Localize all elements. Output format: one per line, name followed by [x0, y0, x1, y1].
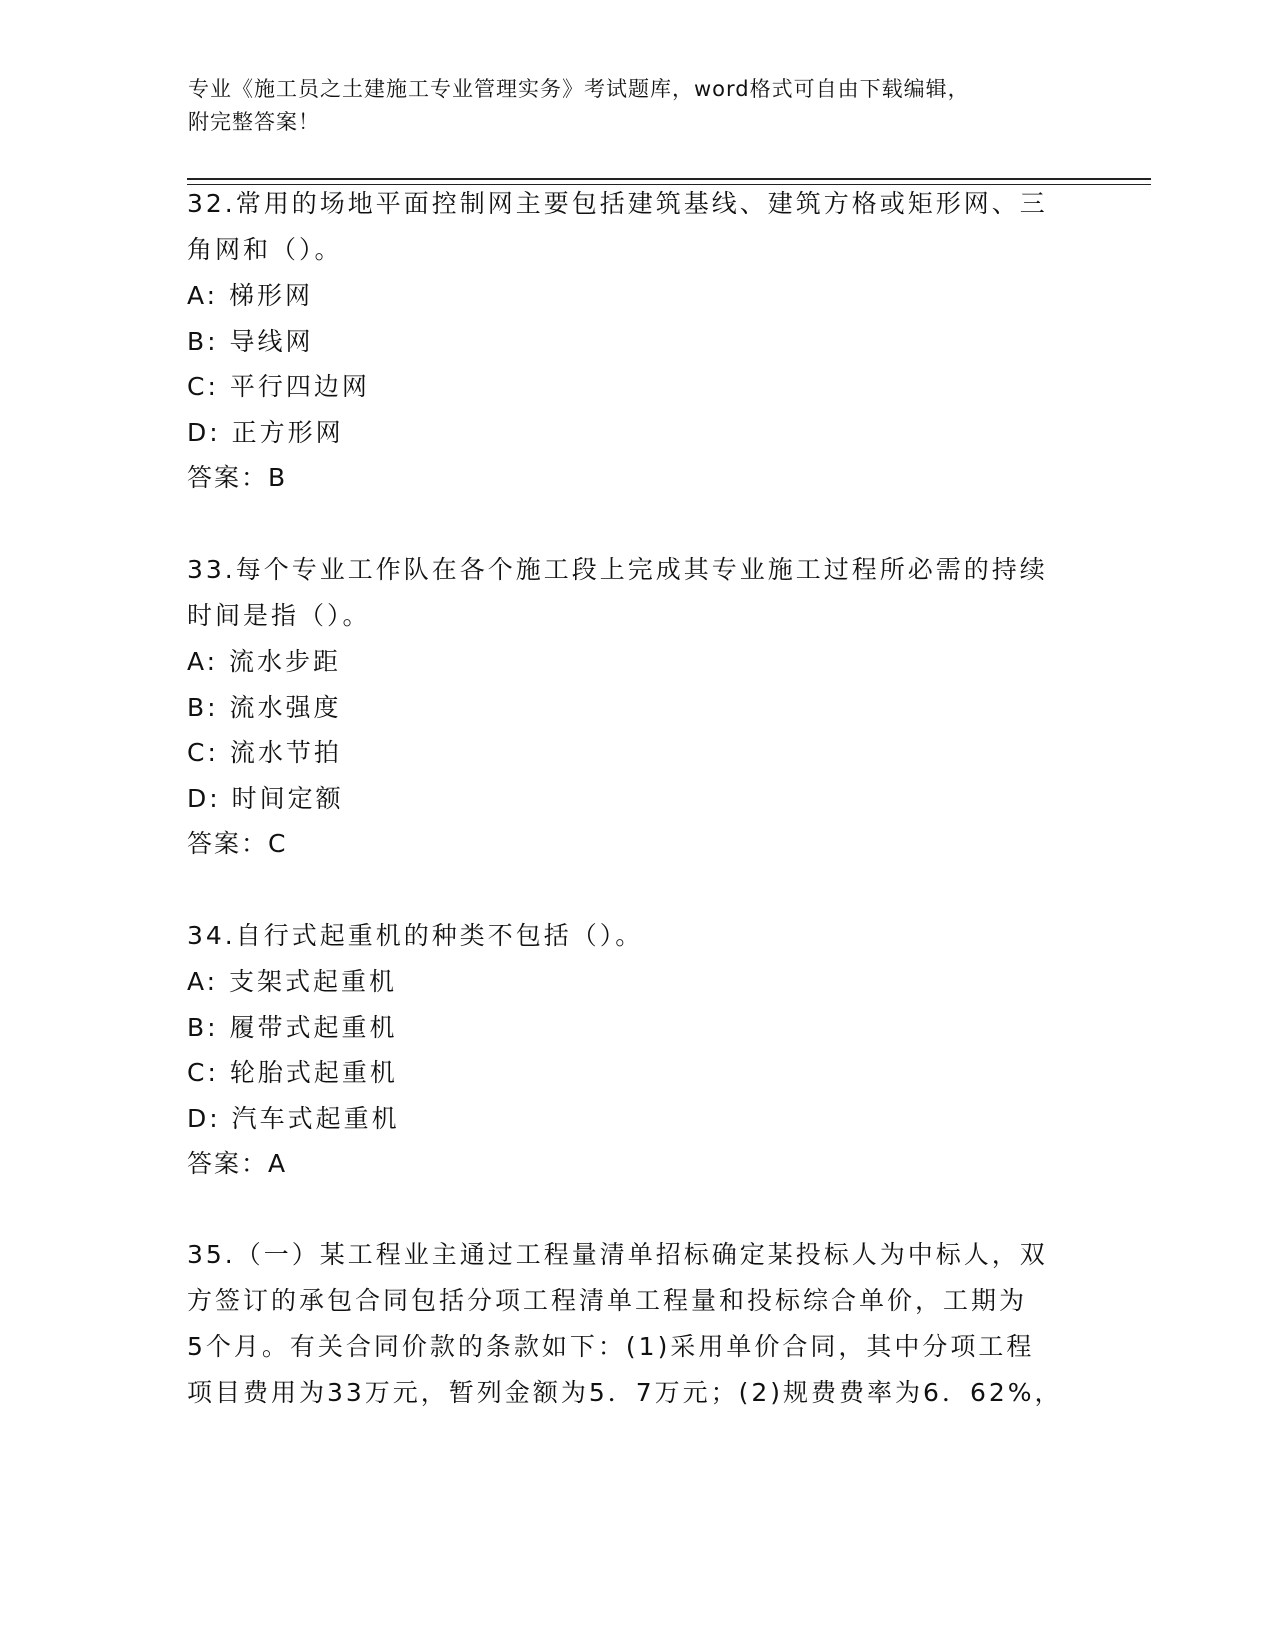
- option-a: A: 梯形网: [187, 281, 314, 310]
- question-stem-line: 时间是指（）。: [187, 601, 371, 630]
- header-line-1: 专业《施工员之土建施工专业管理实务》考试题库，word格式可自由下载编辑，: [188, 77, 970, 101]
- question-34: [187, 913, 1087, 1187]
- option-b: B: 履带式起重机: [187, 1012, 398, 1042]
- question-32: [187, 181, 1087, 501]
- option-a: A: 支架式起重机: [187, 967, 398, 996]
- option-b: B: 流水强度: [187, 692, 342, 722]
- question-stem-line: 34.自行式起重机的种类不包括（）。: [187, 921, 644, 950]
- question-stem-line: 5个月。有关合同价款的条款如下：(1)采用单价合同，其中分项工程: [187, 1332, 1035, 1361]
- option-a: A: 流水步距: [187, 647, 342, 676]
- option-c: C: 流水节拍: [187, 738, 342, 767]
- header-line-2: 附完整答案！: [188, 110, 320, 134]
- header-divider-thick: [187, 178, 1151, 180]
- answer: 答案：B: [187, 463, 288, 492]
- question-stem-line: 项目费用为33万元，暂列金额为5．7万元；(2)规费费率为6．62%，: [187, 1378, 1063, 1407]
- answer: 答案：A: [187, 1149, 288, 1178]
- option-c: C: 轮胎式起重机: [187, 1058, 398, 1087]
- question-stem-line: 角网和（）。: [187, 235, 343, 264]
- option-b: B: 导线网: [187, 326, 314, 356]
- option-d: D: 汽车式起重机: [187, 1103, 400, 1133]
- question-35: [187, 1232, 1087, 1416]
- question-stem-line: 33.每个专业工作队在各个施工段上完成其专业施工过程所必需的持续: [187, 555, 1048, 584]
- option-d: D: 时间定额: [187, 783, 344, 813]
- answer: 答案：C: [187, 829, 288, 858]
- question-stem-line: 方签订的承包合同包括分项工程清单工程量和投标综合单价，工期为: [187, 1286, 1028, 1315]
- option-d: D: 正方形网: [187, 417, 344, 447]
- document-header: [188, 73, 1088, 139]
- question-stem-line: 32.常用的场地平面控制网主要包括建筑基线、建筑方格或矩形网、三: [187, 189, 1048, 218]
- option-c: C: 平行四边网: [187, 372, 370, 401]
- question-stem-line: 35.（一）某工程业主通过工程量清单招标确定某投标人为中标人，双: [187, 1240, 1048, 1269]
- question-33: [187, 547, 1087, 867]
